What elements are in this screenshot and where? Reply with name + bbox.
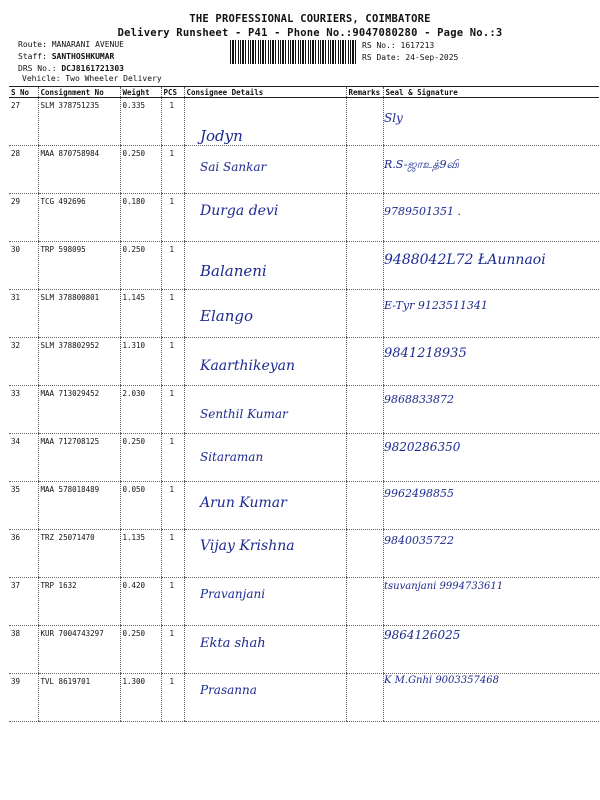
col-weight: Weight — [120, 87, 161, 98]
table-row — [9, 98, 599, 146]
table-row — [9, 386, 599, 434]
row-consignment-no: MAA 870758984 — [38, 146, 120, 194]
row-weight: 1.310 — [120, 338, 161, 386]
row-pcs: 1 — [161, 146, 184, 194]
col-consignment: Consignment No — [38, 87, 120, 98]
row-consignment-no: TRZ 25071470 — [38, 530, 120, 578]
row-pcs: 1 — [161, 626, 184, 674]
staff-name: SANTHOSHKUMAR — [51, 52, 115, 61]
consignee-handwritten-name: Ekta shah — [200, 636, 266, 651]
consignee-handwritten-name: Durga devi — [200, 203, 279, 219]
row-consignment-no: KUR 7004743297 — [38, 626, 120, 674]
recipient-signature: Sly — [384, 111, 403, 125]
recipient-signature: K M.Gnhi 9003357468 — [384, 675, 499, 686]
drs-label: DRS No.: — [18, 64, 57, 73]
table-row — [9, 482, 599, 530]
row-weight: 1.135 — [120, 530, 161, 578]
barcode — [230, 40, 358, 64]
row-sno: 28 — [9, 146, 38, 194]
runsheet-subtitle: Delivery Runsheet - P41 - Phone No.:9047080280 - Page No.:3 — [117, 27, 503, 39]
recipient-signature: 9962498855 — [384, 487, 454, 500]
consignee-handwritten-name: Vijay Krishna — [200, 538, 295, 554]
row-weight: 0.180 — [120, 194, 161, 242]
runsheet-table — [9, 86, 599, 722]
row-remarks — [346, 290, 383, 338]
consignee-handwritten-name: Jodyn — [200, 127, 243, 145]
col-pcs: PCS — [161, 87, 184, 98]
row-remarks — [346, 530, 383, 578]
row-pcs: 1 — [161, 674, 184, 722]
table-row — [9, 626, 599, 674]
row-pcs: 1 — [161, 338, 184, 386]
recipient-signature: 9820286350 — [384, 440, 461, 454]
row-remarks — [346, 146, 383, 194]
row-consignment-no: MAA 713029452 — [38, 386, 120, 434]
row-consignment-no: SLM 378800801 — [38, 290, 120, 338]
row-sno: 37 — [9, 578, 38, 626]
consignee-handwritten-name: Pravanjani — [200, 587, 266, 601]
table-row — [9, 530, 599, 578]
row-sno: 38 — [9, 626, 38, 674]
row-remarks — [346, 98, 383, 146]
table-row — [9, 674, 599, 722]
consignee-handwritten-name: Senthil Kumar — [200, 407, 288, 421]
row-remarks — [346, 434, 383, 482]
row-remarks — [346, 626, 383, 674]
row-sno: 35 — [9, 482, 38, 530]
consignee-handwritten-name: Elango — [200, 307, 253, 325]
row-consignment-no: MAA 712708125 — [38, 434, 120, 482]
row-pcs: 1 — [161, 194, 184, 242]
company-title: THE PROFESSIONAL COURIERS, COIMBATORE — [189, 13, 431, 25]
row-pcs: 1 — [161, 242, 184, 290]
row-sno: 32 — [9, 338, 38, 386]
row-consignment-no: MAA 578018489 — [38, 482, 120, 530]
row-sno: 27 — [9, 98, 38, 146]
row-pcs: 1 — [161, 386, 184, 434]
row-weight: 0.050 — [120, 482, 161, 530]
recipient-signature: 9840035722 — [384, 534, 454, 547]
drs-line — [18, 64, 124, 73]
row-weight: 2.030 — [120, 386, 161, 434]
row-weight: 1.145 — [120, 290, 161, 338]
row-weight: 0.250 — [120, 626, 161, 674]
row-sno: 30 — [9, 242, 38, 290]
recipient-signature: 9868833872 — [384, 393, 454, 406]
col-signature: Seal & Signature — [383, 87, 599, 98]
rs-number: RS No.: 1617213 — [362, 41, 435, 50]
row-consignment-no: TRP 598095 — [38, 242, 120, 290]
row-pcs: 1 — [161, 290, 184, 338]
consignee-handwritten-name: Balaneni — [200, 262, 267, 280]
drs-number: DCJ8161721303 — [61, 64, 124, 73]
table-row — [9, 146, 599, 194]
row-weight: 0.250 — [120, 242, 161, 290]
row-remarks — [346, 242, 383, 290]
table-body — [9, 98, 599, 722]
row-pcs: 1 — [161, 482, 184, 530]
row-pcs: 1 — [161, 434, 184, 482]
col-sno: S No — [9, 87, 38, 98]
row-pcs: 1 — [161, 530, 184, 578]
row-sno: 29 — [9, 194, 38, 242]
row-consignment-no: SLM 378802952 — [38, 338, 120, 386]
row-remarks — [346, 578, 383, 626]
row-sno: 33 — [9, 386, 38, 434]
row-remarks — [346, 338, 383, 386]
row-weight: 0.250 — [120, 434, 161, 482]
consignee-handwritten-name: Sitaraman — [200, 450, 264, 464]
row-weight: 1.300 — [120, 674, 161, 722]
consignee-handwritten-name: Prasanna — [200, 683, 257, 697]
row-consignment-no: TVL 8619701 — [38, 674, 120, 722]
row-consignment-no: TCG 492696 — [38, 194, 120, 242]
table-row — [9, 578, 599, 626]
route-label: Route: MANARANI AVENUE — [18, 40, 124, 49]
table-row — [9, 194, 599, 242]
col-remarks: Remarks — [346, 87, 383, 98]
recipient-signature: E-Tyr 9123511341 — [384, 299, 488, 312]
recipient-signature: tsuvanjani 9994733611 — [384, 581, 504, 592]
row-sno: 39 — [9, 674, 38, 722]
recipient-signature: 9488042L72 ŁAunnaoi — [384, 252, 546, 268]
row-remarks — [346, 386, 383, 434]
row-consignee-cell — [184, 674, 346, 722]
row-consignment-no: SLM 378751235 — [38, 98, 120, 146]
recipient-signature: 9789501351 . — [384, 205, 461, 218]
table-row — [9, 338, 599, 386]
row-signature-cell — [383, 98, 599, 146]
consignee-handwritten-name: Kaarthikeyan — [200, 358, 296, 374]
row-weight: 0.420 — [120, 578, 161, 626]
row-consignee-cell — [184, 578, 346, 626]
row-sno: 34 — [9, 434, 38, 482]
vehicle-label: Vehicle: Two Wheeler Delivery — [22, 74, 162, 83]
table-row — [9, 290, 599, 338]
recipient-signature: 9864126025 — [384, 628, 461, 642]
row-consignment-no: TRP 1632 — [38, 578, 120, 626]
recipient-signature: R.S-ஜாஉத்9வி — [384, 158, 460, 171]
row-remarks — [346, 674, 383, 722]
consignee-handwritten-name: Sai Sankar — [200, 160, 267, 174]
row-signature-cell — [383, 338, 599, 386]
staff-line — [18, 52, 114, 61]
row-sno: 31 — [9, 290, 38, 338]
row-sno: 36 — [9, 530, 38, 578]
row-pcs: 1 — [161, 578, 184, 626]
row-weight: 0.335 — [120, 98, 161, 146]
row-remarks — [346, 482, 383, 530]
staff-label: Staff: — [18, 52, 47, 61]
consignee-handwritten-name: Arun Kumar — [200, 495, 287, 511]
row-signature-cell — [383, 290, 599, 338]
col-consignee: Consignee Details — [184, 87, 346, 98]
recipient-signature: 9841218935 — [384, 346, 467, 361]
row-weight: 0.250 — [120, 146, 161, 194]
row-pcs: 1 — [161, 98, 184, 146]
rs-date: RS Date: 24-Sep-2025 — [362, 53, 459, 62]
table-row — [9, 434, 599, 482]
table-header-row — [9, 87, 599, 98]
row-remarks — [346, 194, 383, 242]
